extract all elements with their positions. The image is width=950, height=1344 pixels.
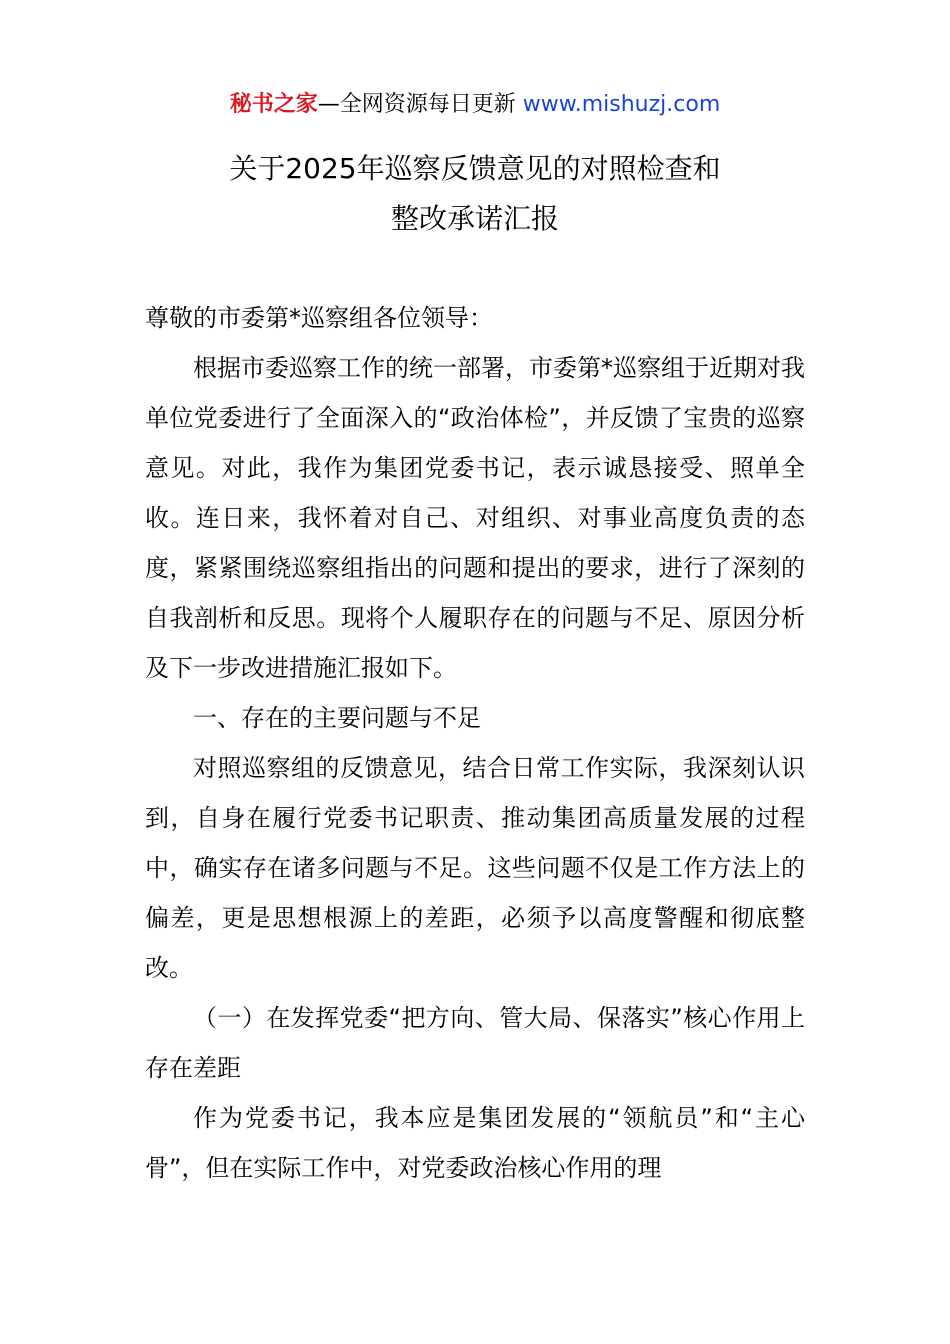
document-body [145,293,805,1193]
site-url-link[interactable]: www.mishuzj.com [522,92,721,117]
document-title [145,144,805,244]
paragraph-subsection-1: 作为党委书记，我本应是集团发展的“领航员”和“主心骨”，但在实际工作中，对党委政治核心作用的理 [145,1104,805,1182]
title-line-2: 整改承诺汇报 [390,202,559,235]
title-line-1: 关于2025年巡察反馈意见的对照检查和 [229,152,721,185]
paragraph-section-1: 对照巡察组的反馈意见，结合日常工作实际，我深刻认识到，自身在履行党委书记职责、推动集团高质量发展的过程中，确实存在诸多问题与不足。这些问题不仅是工作方法上的偏差，更是思想根源上的差距，必须予以高度警醒和彻底整改。 [145,754,805,982]
site-header [0,88,950,122]
paragraph-intro: 根据市委巡察工作的统一部署，市委第*巡察组于近期对我单位党委进行了全面深入的“政治体检”，并反馈了宝贵的巡察意见。对此，我作为集团党委书记，表示诚恳接受、照单全收。连日来，我怀着对自己、对组织、对事业高度负责的态度，紧紧围绕巡察组指出的问题和提出的要求，进行了深刻的自我剖析和反思。现将个人履职存在的问题与不足、原因分析及下一步改进措施汇报如下。 [145,354,805,682]
salutation: 尊敬的市委第*巡察组各位领导： [145,304,493,332]
site-name: 秘书之家 [229,92,318,117]
site-tagline: —全网资源每日更新 [317,92,516,117]
subsection-heading-1: （一）在发挥党委“把方向、管大局、保落实”核心作用上存在差距 [145,1004,805,1082]
section-heading-1: 一、存在的主要问题与不足 [193,704,481,732]
